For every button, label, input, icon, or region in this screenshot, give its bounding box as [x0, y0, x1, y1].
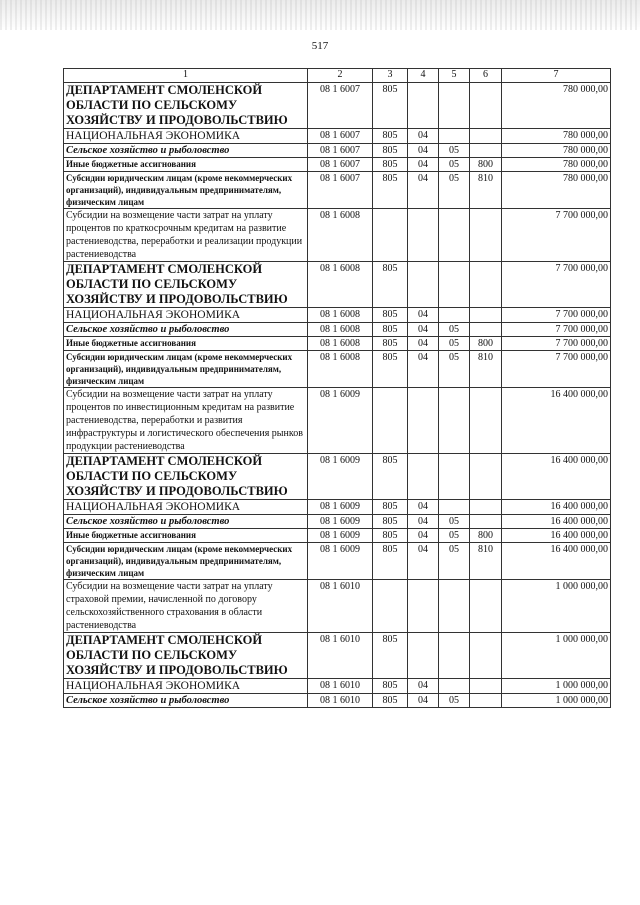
header-col-6: 6 — [470, 69, 502, 83]
row-subsection-code: 05 — [439, 144, 470, 158]
row-amount: 780 000,00 — [502, 158, 611, 172]
row-section-code: 04 — [408, 172, 439, 209]
row-amount: 7 700 000,00 — [502, 308, 611, 323]
row-target-code: 08 1 6010 — [308, 694, 373, 708]
row-section-code: 04 — [408, 323, 439, 337]
row-amount: 16 400 000,00 — [502, 543, 611, 580]
row-ministry-code: 805 — [373, 543, 408, 580]
row-ministry-code — [373, 580, 408, 633]
row-subsection-code — [439, 633, 470, 679]
row-target-code: 08 1 6009 — [308, 500, 373, 515]
scan-edge-noise — [0, 0, 640, 30]
row-name: ДЕПАРТАМЕНТ СМОЛЕНСКОЙ ОБЛАСТИ ПО СЕЛЬСКОМУ ХОЗЯЙСТВУ И ПРОДОВОЛЬСТВИЮ — [64, 633, 308, 679]
row-ministry-code: 805 — [373, 679, 408, 694]
table-row-subsection — [64, 694, 611, 708]
row-amount: 1 000 000,00 — [502, 633, 611, 679]
row-name: Субсидии юридическим лицам (кроме некоммерческих организаций), индивидуальным предпринимателям, физическим лицам — [64, 351, 308, 388]
row-section-code: 04 — [408, 144, 439, 158]
row-section-code — [408, 209, 439, 262]
row-section-code — [408, 454, 439, 500]
row-name: Субсидии на возмещение части затрат на уплату процентов по инвестиционным кредитам на развитие растениеводства, переработки и развития инфраструктуры и логистического обеспечения рынков продукции растениеводства — [64, 388, 308, 454]
row-ministry-code: 805 — [373, 694, 408, 708]
row-ministry-code: 805 — [373, 323, 408, 337]
row-subsection-code — [439, 580, 470, 633]
row-subsection-code — [439, 308, 470, 323]
row-subsection-code — [439, 209, 470, 262]
header-col-7: 7 — [502, 69, 611, 83]
row-amount: 1 000 000,00 — [502, 694, 611, 708]
row-subsection-code: 05 — [439, 158, 470, 172]
row-expense-type — [470, 129, 502, 144]
row-target-code: 08 1 6009 — [308, 529, 373, 543]
row-expense-type — [470, 262, 502, 308]
header-col-3: 3 — [373, 69, 408, 83]
row-target-code: 08 1 6008 — [308, 337, 373, 351]
row-ministry-code: 805 — [373, 172, 408, 209]
row-amount: 16 400 000,00 — [502, 515, 611, 529]
row-target-code: 08 1 6007 — [308, 158, 373, 172]
header-col-5: 5 — [439, 69, 470, 83]
row-expense-type — [470, 209, 502, 262]
row-name: Субсидии на возмещение части затрат на уплату страховой премии, начисленной по договору сельскохозяйственного страхования в области растениеводства — [64, 580, 308, 633]
row-name: ДЕПАРТАМЕНТ СМОЛЕНСКОЙ ОБЛАСТИ ПО СЕЛЬСКОМУ ХОЗЯЙСТВУ И ПРОДОВОЛЬСТВИЮ — [64, 262, 308, 308]
row-amount: 7 700 000,00 — [502, 262, 611, 308]
table-row-section — [64, 679, 611, 694]
row-subsection-code: 05 — [439, 323, 470, 337]
table-row-program — [64, 580, 611, 633]
row-target-code: 08 1 6009 — [308, 454, 373, 500]
row-subsection-code — [439, 129, 470, 144]
row-name: НАЦИОНАЛЬНАЯ ЭКОНОМИКА — [64, 500, 308, 515]
row-expense-type — [470, 388, 502, 454]
row-section-code — [408, 580, 439, 633]
row-name: ДЕПАРТАМЕНТ СМОЛЕНСКОЙ ОБЛАСТИ ПО СЕЛЬСКОМУ ХОЗЯЙСТВУ И ПРОДОВОЛЬСТВИЮ — [64, 83, 308, 129]
row-name: Субсидии на возмещение части затрат на уплату процентов по краткосрочным кредитам на развитие растениеводства, переработки и реализации продукции растениеводства — [64, 209, 308, 262]
row-ministry-code: 805 — [373, 262, 408, 308]
row-subsection-code — [439, 454, 470, 500]
row-expense-type: 810 — [470, 172, 502, 209]
row-target-code: 08 1 6007 — [308, 144, 373, 158]
row-ministry-code: 805 — [373, 158, 408, 172]
table-row-sub — [64, 351, 611, 388]
table-row-subsection — [64, 515, 611, 529]
table-row-program — [64, 209, 611, 262]
row-expense-type — [470, 633, 502, 679]
row-expense-type: 810 — [470, 351, 502, 388]
row-subsection-code: 05 — [439, 543, 470, 580]
row-name: НАЦИОНАЛЬНАЯ ЭКОНОМИКА — [64, 308, 308, 323]
row-ministry-code — [373, 209, 408, 262]
row-amount: 1 000 000,00 — [502, 580, 611, 633]
table-row-sub — [64, 172, 611, 209]
row-target-code: 08 1 6010 — [308, 679, 373, 694]
row-section-code: 04 — [408, 351, 439, 388]
row-section-code — [408, 633, 439, 679]
row-expense-type: 800 — [470, 158, 502, 172]
row-subsection-code — [439, 500, 470, 515]
row-target-code: 08 1 6008 — [308, 351, 373, 388]
row-name: НАЦИОНАЛЬНАЯ ЭКОНОМИКА — [64, 129, 308, 144]
row-amount: 780 000,00 — [502, 172, 611, 209]
row-name: Сельское хозяйство и рыболовство — [64, 323, 308, 337]
row-subsection-code: 05 — [439, 172, 470, 209]
row-name: Иные бюджетные ассигнования — [64, 158, 308, 172]
row-amount: 16 400 000,00 — [502, 529, 611, 543]
row-target-code: 08 1 6007 — [308, 83, 373, 129]
row-subsection-code — [439, 83, 470, 129]
row-ministry-code: 805 — [373, 83, 408, 129]
table-row-subsection — [64, 144, 611, 158]
row-section-code: 04 — [408, 679, 439, 694]
row-target-code: 08 1 6008 — [308, 262, 373, 308]
header-col-4: 4 — [408, 69, 439, 83]
row-target-code: 08 1 6008 — [308, 209, 373, 262]
table-row-dept — [64, 262, 611, 308]
row-ministry-code — [373, 388, 408, 454]
row-expense-type — [470, 323, 502, 337]
table-row-other — [64, 158, 611, 172]
row-name: Субсидии юридическим лицам (кроме некоммерческих организаций), индивидуальным предпринимателям, физическим лицам — [64, 172, 308, 209]
row-amount: 7 700 000,00 — [502, 351, 611, 388]
table-row-other — [64, 529, 611, 543]
row-name: Субсидии юридическим лицам (кроме некоммерческих организаций), индивидуальным предпринимателям, физическим лицам — [64, 543, 308, 580]
table-row-dept — [64, 454, 611, 500]
row-expense-type: 810 — [470, 543, 502, 580]
row-name: Иные бюджетные ассигнования — [64, 337, 308, 351]
header-row — [64, 69, 611, 83]
row-section-code: 04 — [408, 308, 439, 323]
row-section-code: 04 — [408, 515, 439, 529]
budget-table — [63, 68, 611, 708]
row-name: Сельское хозяйство и рыболовство — [64, 694, 308, 708]
row-target-code: 08 1 6008 — [308, 308, 373, 323]
row-section-code: 04 — [408, 158, 439, 172]
page-number: 517 — [311, 40, 329, 52]
row-section-code — [408, 83, 439, 129]
table-row-section — [64, 308, 611, 323]
row-name: НАЦИОНАЛЬНАЯ ЭКОНОМИКА — [64, 679, 308, 694]
row-expense-type — [470, 500, 502, 515]
table-row-dept — [64, 83, 611, 129]
row-target-code: 08 1 6010 — [308, 580, 373, 633]
row-expense-type: 800 — [470, 529, 502, 543]
row-expense-type — [470, 454, 502, 500]
header-col-2: 2 — [308, 69, 373, 83]
row-name: Иные бюджетные ассигнования — [64, 529, 308, 543]
row-name: Сельское хозяйство и рыболовство — [64, 515, 308, 529]
row-name: Сельское хозяйство и рыболовство — [64, 144, 308, 158]
row-section-code — [408, 262, 439, 308]
row-expense-type — [470, 580, 502, 633]
row-amount: 16 400 000,00 — [502, 500, 611, 515]
row-target-code: 08 1 6007 — [308, 172, 373, 209]
row-amount: 780 000,00 — [502, 144, 611, 158]
row-section-code: 04 — [408, 129, 439, 144]
row-expense-type — [470, 144, 502, 158]
table-row-section — [64, 129, 611, 144]
row-target-code: 08 1 6009 — [308, 388, 373, 454]
row-subsection-code: 05 — [439, 351, 470, 388]
row-amount: 780 000,00 — [502, 129, 611, 144]
row-target-code: 08 1 6007 — [308, 129, 373, 144]
row-subsection-code: 05 — [439, 337, 470, 351]
row-subsection-code — [439, 679, 470, 694]
row-expense-type — [470, 83, 502, 129]
row-amount: 16 400 000,00 — [502, 388, 611, 454]
row-expense-type — [470, 694, 502, 708]
row-target-code: 08 1 6010 — [308, 633, 373, 679]
row-subsection-code: 05 — [439, 529, 470, 543]
row-name: ДЕПАРТАМЕНТ СМОЛЕНСКОЙ ОБЛАСТИ ПО СЕЛЬСКОМУ ХОЗЯЙСТВУ И ПРОДОВОЛЬСТВИЮ — [64, 454, 308, 500]
row-section-code: 04 — [408, 694, 439, 708]
row-amount: 7 700 000,00 — [502, 323, 611, 337]
header-col-1: 1 — [64, 69, 308, 83]
row-expense-type: 800 — [470, 337, 502, 351]
row-ministry-code: 805 — [373, 308, 408, 323]
row-ministry-code: 805 — [373, 500, 408, 515]
row-ministry-code: 805 — [373, 351, 408, 388]
row-amount: 7 700 000,00 — [502, 337, 611, 351]
row-subsection-code: 05 — [439, 515, 470, 529]
row-subsection-code — [439, 262, 470, 308]
row-amount: 1 000 000,00 — [502, 679, 611, 694]
row-expense-type — [470, 515, 502, 529]
row-expense-type — [470, 308, 502, 323]
row-ministry-code: 805 — [373, 454, 408, 500]
row-target-code: 08 1 6008 — [308, 323, 373, 337]
table-row-dept — [64, 633, 611, 679]
row-section-code: 04 — [408, 500, 439, 515]
row-subsection-code: 05 — [439, 694, 470, 708]
row-ministry-code: 805 — [373, 144, 408, 158]
table-row-sub — [64, 543, 611, 580]
row-amount: 16 400 000,00 — [502, 454, 611, 500]
row-target-code: 08 1 6009 — [308, 543, 373, 580]
row-section-code: 04 — [408, 543, 439, 580]
row-ministry-code: 805 — [373, 129, 408, 144]
row-expense-type — [470, 679, 502, 694]
table-row-program — [64, 388, 611, 454]
table-row-section — [64, 500, 611, 515]
table-row-subsection — [64, 323, 611, 337]
row-ministry-code: 805 — [373, 529, 408, 543]
row-ministry-code: 805 — [373, 633, 408, 679]
row-amount: 780 000,00 — [502, 83, 611, 129]
row-ministry-code: 805 — [373, 515, 408, 529]
table-row-other — [64, 337, 611, 351]
row-section-code: 04 — [408, 529, 439, 543]
row-section-code — [408, 388, 439, 454]
row-target-code: 08 1 6009 — [308, 515, 373, 529]
row-section-code: 04 — [408, 337, 439, 351]
row-subsection-code — [439, 388, 470, 454]
row-amount: 7 700 000,00 — [502, 209, 611, 262]
row-ministry-code: 805 — [373, 337, 408, 351]
